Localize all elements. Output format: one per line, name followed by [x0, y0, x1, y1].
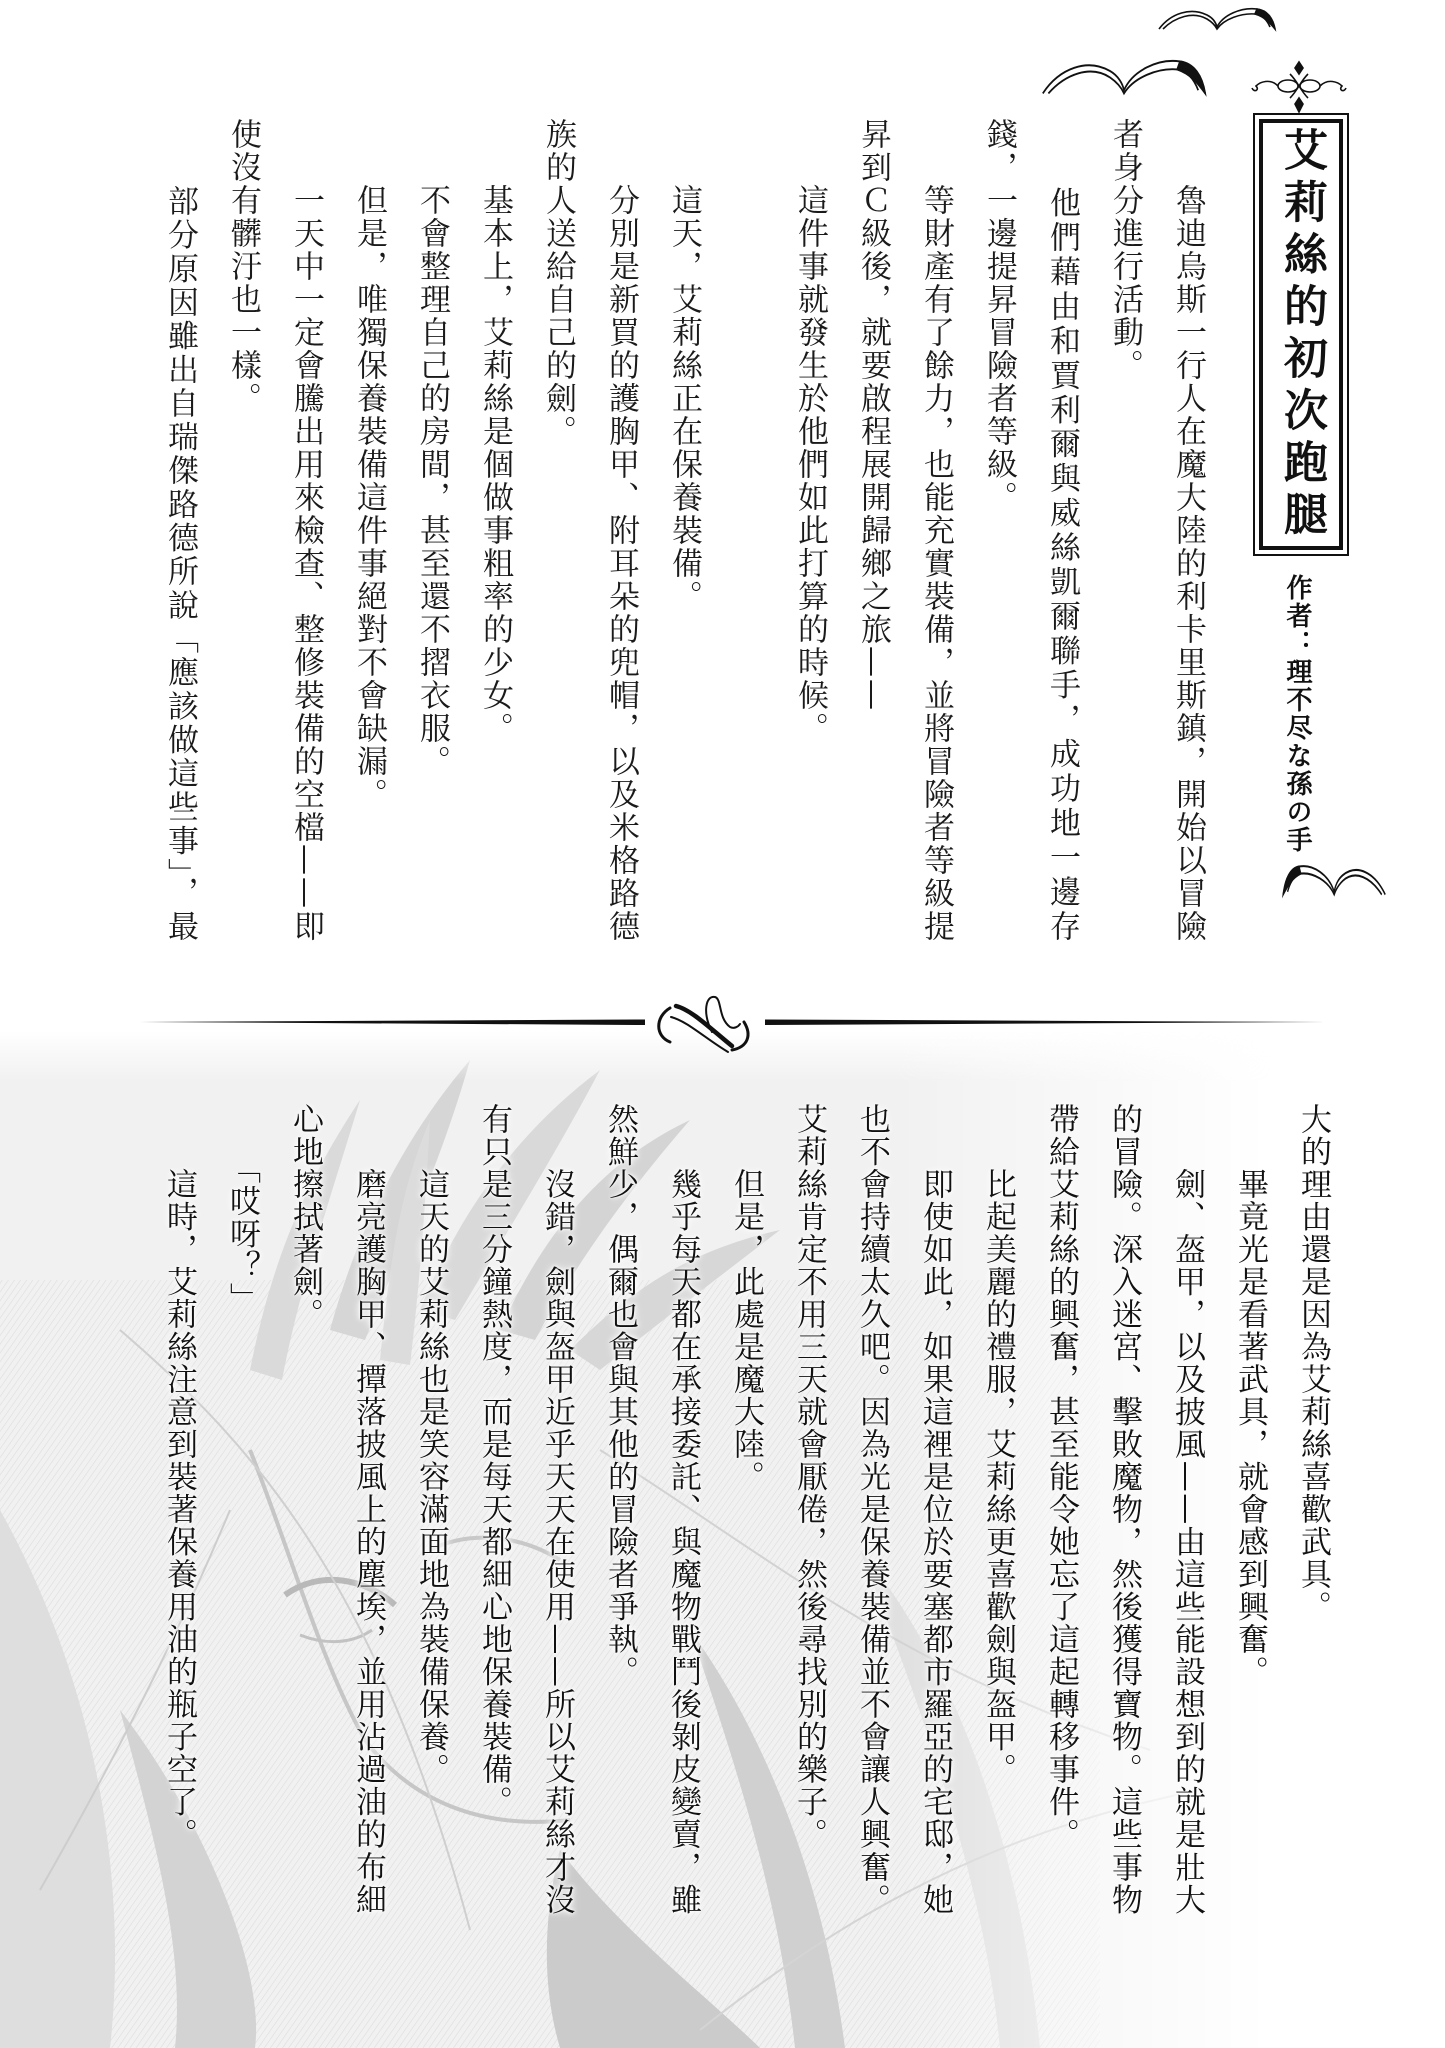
text-column: 的冒險。深入迷宮、擊敗魔物，然後獲得寶物。這些事物: [1106, 1103, 1142, 1916]
text-column: 但是，此處是魔大陸。: [728, 1103, 764, 1493]
text-column: 這天的艾莉絲也是笑容滿面地為裝備保養。: [413, 1103, 449, 1786]
text-column: 但是，唯獨保養裝備這件事絕對不會缺漏。: [351, 118, 387, 811]
text-column: 等財產有了餘力，也能充實裝備，並將冒險者等級提: [918, 118, 954, 943]
text-column: 分別是新買的護胸甲、附耳朵的兜帽，以及米格路德: [603, 118, 639, 943]
text-column: 這件事就發生於他們如此打算的時候。: [792, 118, 828, 745]
text-column: 艾莉絲肯定不用三天就會厭倦，然後尋找別的樂子。: [791, 1103, 827, 1851]
text-column: 畢竟光是看著武具，就會感到興奮。: [1232, 1103, 1268, 1688]
text-column: 大的理由還是因為艾莉絲喜歡武具。: [1295, 1103, 1331, 1623]
text-column: 一天中一定會騰出用來檢查、整修裝備的空檔——即: [288, 118, 324, 943]
text-column: 基本上，艾莉絲是個做事粗率的少女。: [477, 118, 513, 745]
text-column: 族的人送給自己的劍。: [540, 118, 576, 448]
text-column: 使沒有髒汙也一樣。: [225, 118, 261, 415]
scroll-divider-ornament-icon: [130, 990, 1340, 1060]
flourish-ornament-icon: [1250, 60, 1350, 115]
text-column: 昇到Ｃ級後，就要啟程展開歸鄉之旅——: [855, 118, 891, 712]
bird-ornament-icon: [1275, 855, 1390, 905]
text-column: 錢，一邊提昇冒險者等級。: [981, 118, 1017, 514]
text-column: 劍、盔甲，以及披風——由這些能設想到的就是壯大: [1169, 1103, 1205, 1916]
text-column: 幾乎每天都在承接委託、與魔物戰鬥後剝皮變賣，雖: [665, 1103, 701, 1916]
chapter-title-inner-frame: [1259, 119, 1343, 550]
text-section-continuation: [147, 1103, 1344, 1916]
text-column: 也不會持續太久吧。因為光是保養裝備並不會讓人興奮。: [854, 1103, 890, 1916]
chapter-title: 艾莉絲的初次跑腿: [1276, 126, 1327, 543]
dialogue-column: 「哎呀？」: [224, 1103, 260, 1315]
text-section-opening: [148, 118, 1219, 943]
text-column: 不會整理自己的房間，甚至還不摺衣服。: [414, 118, 450, 778]
author-credit: 作者：理不尽な孫の手: [1282, 574, 1312, 854]
text-column: 這時，艾莉絲注意到裝著保養用油的瓶子空了。: [161, 1103, 197, 1851]
text-column: 磨亮護胸甲、撢落披風上的塵埃，並用沾過油的布細: [350, 1103, 386, 1916]
text-column: 者身分進行活動。: [1107, 118, 1143, 382]
text-column: 心地擦拭著劍。: [287, 1103, 323, 1331]
text-column: 這天，艾莉絲正在保養裝備。: [666, 118, 702, 613]
text-column: 沒錯，劍與盔甲近乎天天在使用——所以艾莉絲才沒: [539, 1103, 575, 1916]
text-column: 部分原因雖出自瑞傑路德所說「應該做這些事」，最: [162, 118, 198, 943]
chapter-title-frame: [1253, 113, 1349, 556]
text-column: 魯迪烏斯一行人在魔大陸的利卡里斯鎮，開始以冒險: [1170, 118, 1206, 943]
text-column: 有只是三分鐘熱度，而是每天都細心地保養裝備。: [476, 1103, 512, 1818]
text-column: 他們藉由和賈利爾與威絲凱爾聯手，成功地一邊存: [1044, 118, 1080, 943]
text-column: 帶給艾莉絲的興奮，甚至能令她忘了這起轉移事件。: [1043, 1103, 1079, 1851]
text-column: 即使如此，如果這裡是位於要塞都市羅亞的宅邸，她: [917, 1103, 953, 1916]
text-column: 比起美麗的禮服，艾莉絲更喜歡劍與盔甲。: [980, 1103, 1016, 1786]
blank-column: [715, 118, 778, 943]
text-column: 然鮮少，偶爾也會與其他的冒險者爭執。: [602, 1103, 638, 1688]
